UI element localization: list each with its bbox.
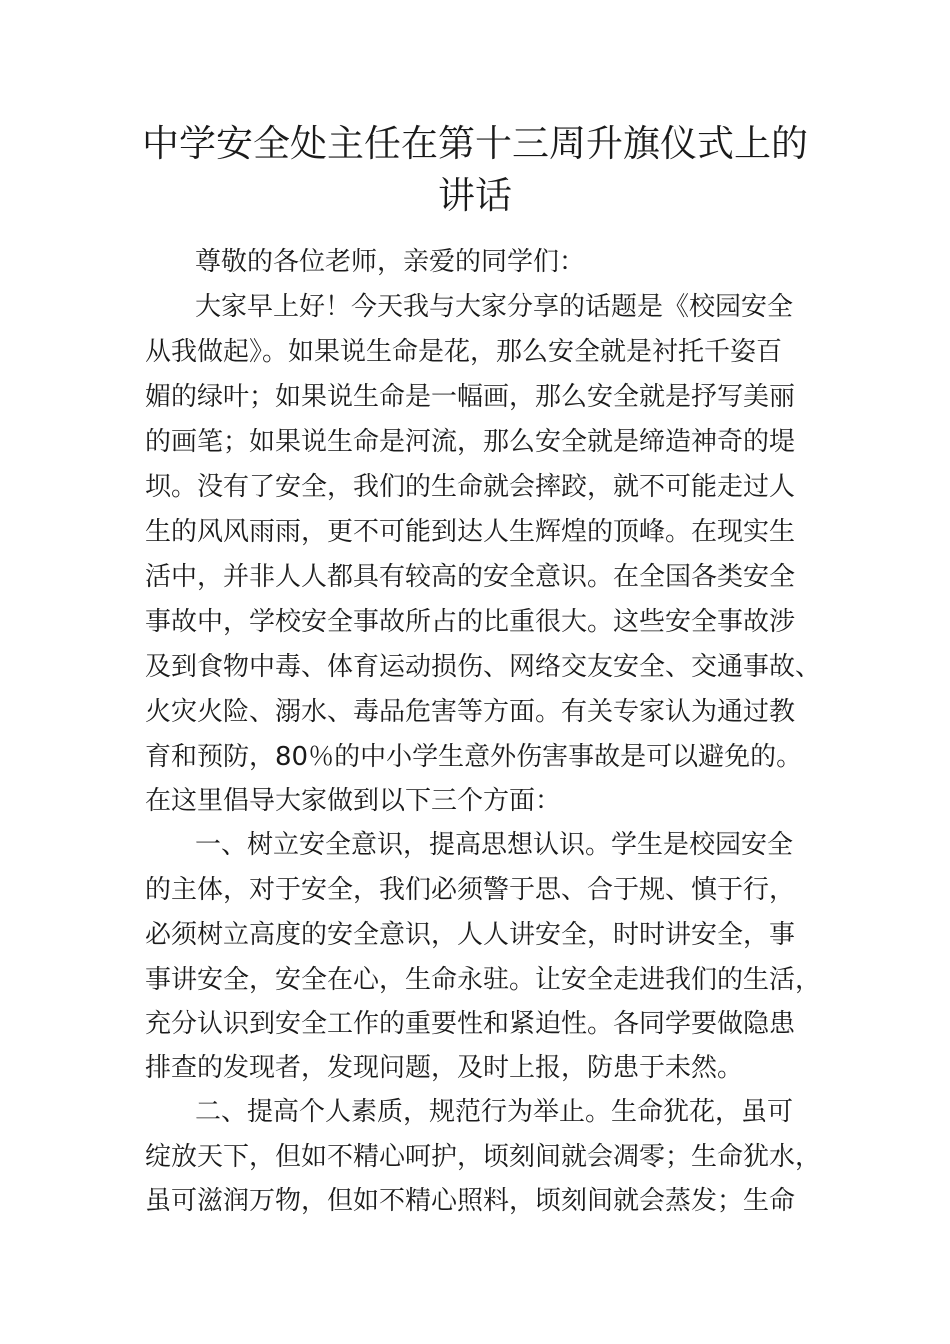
body-line: 活中，并非人人都具有较高的安全意识。在全国各类安全 (145, 562, 796, 592)
body-line: 必须树立高度的安全意识，人人讲安全，时时讲安全，事 (145, 920, 796, 950)
body-line: 火灾火险、溺水、毒品危害等方面。有关专家认为通过教 (145, 697, 796, 727)
salutation: 尊敬的各位老师，亲爱的同学们： (195, 247, 586, 277)
body-line: 的画笔；如果说生命是河流，那么安全就是缔造神奇的堤 (145, 427, 796, 457)
body-line: 绽放天下，但如不精心呵护，顷刻间就会凋零；生命犹水， (145, 1142, 822, 1172)
body-line: 媚的绿叶；如果说生命是一幅画，那么安全就是抒写美丽 (145, 382, 796, 412)
document-title-line-2: 讲话 (438, 174, 512, 217)
body-line: 在这里倡导大家做到以下三个方面： (145, 786, 562, 816)
body-line: 的主体，对于安全，我们必须警于思、合于规、慎于行， (145, 875, 796, 905)
body-line: 事讲安全，安全在心，生命永驻。让安全走进我们的生活， (145, 965, 822, 995)
body-line: 及到食物中毒、体育运动损伤、网络交友安全、交通事故、 (145, 652, 822, 682)
body-line: 大家早上好！今天我与大家分享的话题是《校园安全 (195, 292, 794, 322)
body-line: 育和预防，80％的中小学生意外伤害事故是可以避免的。 (145, 742, 803, 772)
section-1-heading-line: 一、树立安全意识，提高思想认识。学生是校园安全 (195, 830, 794, 860)
body-line: 虽可滋润万物，但如不精心照料，顷刻间就会蒸发；生命 (145, 1186, 796, 1216)
body-line: 事故中，学校安全事故所占的比重很大。这些安全事故涉 (145, 607, 796, 637)
body-line: 坝。没有了安全，我们的生命就会摔跤，就不可能走过人 (145, 472, 796, 502)
body-line: 从我做起》。如果说生命是花，那么安全就是衬托千姿百 (145, 337, 783, 367)
body-line: 生的风风雨雨，更不可能到达人生辉煌的顶峰。在现实生 (145, 517, 796, 547)
body-line: 充分认识到安全工作的重要性和紧迫性。各同学要做隐患 (145, 1009, 796, 1039)
document-title-line-1: 中学安全处主任在第十三周升旗仪式上的 (142, 122, 808, 165)
body-line: 排查的发现者，发现问题，及时上报，防患于未然。 (145, 1053, 744, 1083)
section-2-heading-line: 二、提高个人素质，规范行为举止。生命犹花，虽可 (195, 1097, 794, 1127)
